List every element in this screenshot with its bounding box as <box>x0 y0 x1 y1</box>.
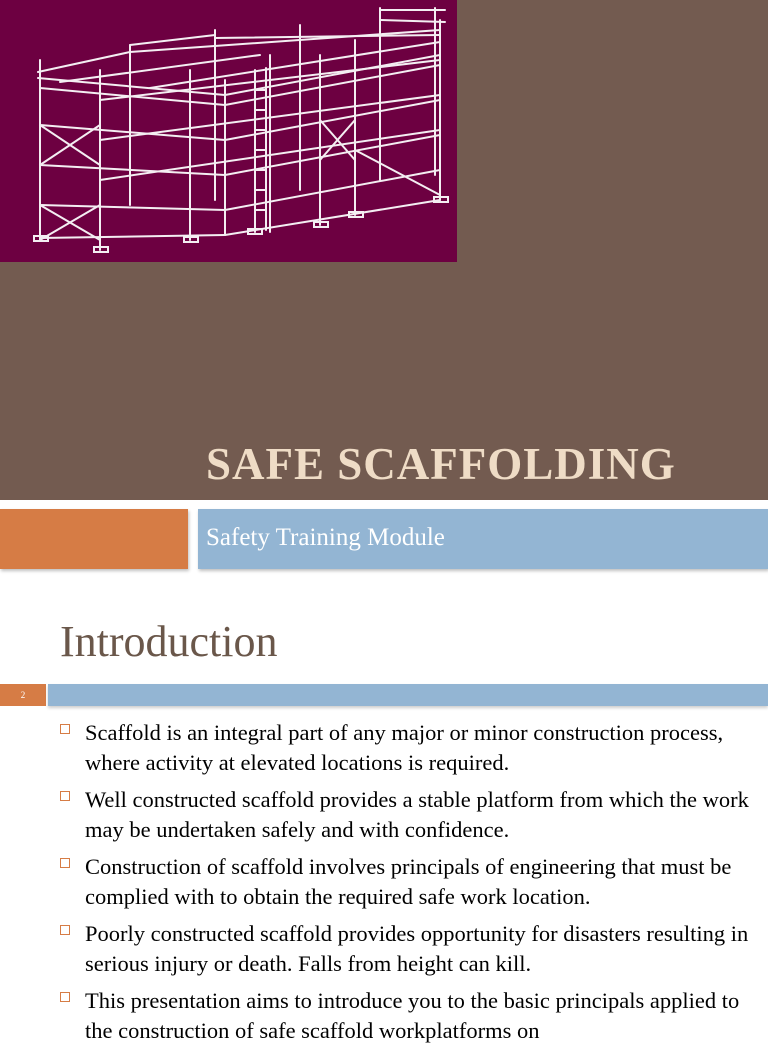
square-bullet-icon <box>60 925 70 935</box>
scaffolding-image <box>0 0 457 262</box>
slide-heading: Introduction <box>60 617 278 666</box>
list-item <box>60 986 750 1045</box>
list-item <box>60 718 750 777</box>
bullet-text: Construction of scaffold involves principals of engineering that must be complied with to obtain the required safe work location. <box>85 854 732 909</box>
square-bullet-icon <box>60 992 70 1002</box>
list-item <box>60 852 750 911</box>
bullet-text: Poorly constructed scaffold provides opportunity for disasters resulting in serious injury or death. Falls from height can kill. <box>85 921 749 976</box>
bullet-text: This presentation aims to introduce you to the basic principals applied to the construction of safe scaffold workplatforms on <box>85 988 740 1043</box>
bullet-text: Scaffold is an integral part of any major or minor construction process, where activity at elevated locations is required. <box>85 720 724 775</box>
slide-title: SAFE SCAFFOLDING <box>206 439 676 489</box>
slide-number: 2 <box>0 684 46 706</box>
heading-divider-bar <box>48 684 768 706</box>
bullet-text: Well constructed scaffold provides a stable platform from which the work may be undertaken safely and with confidence. <box>85 787 749 842</box>
scaffolding-illustration <box>0 0 457 262</box>
square-bullet-icon <box>60 858 70 868</box>
accent-band-orange <box>0 509 188 569</box>
square-bullet-icon <box>60 724 70 734</box>
bullet-list <box>60 718 750 1053</box>
list-item <box>60 919 750 978</box>
square-bullet-icon <box>60 791 70 801</box>
slide-2 <box>0 580 768 1043</box>
slide-subtitle: Safety Training Module <box>206 524 445 551</box>
list-item <box>60 785 750 844</box>
